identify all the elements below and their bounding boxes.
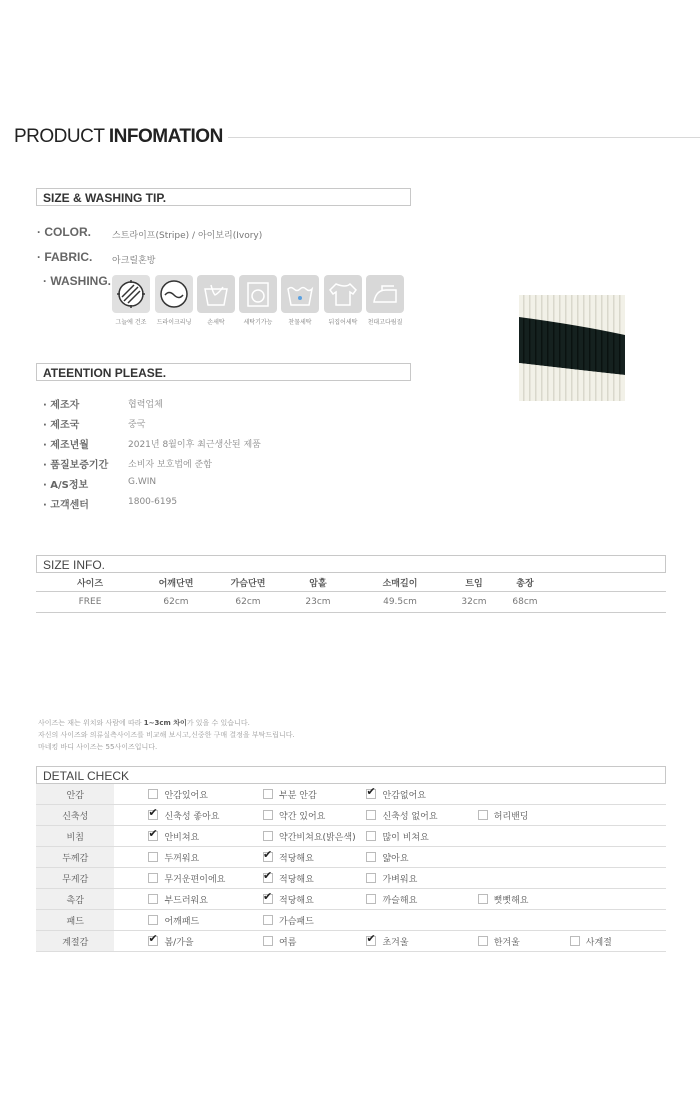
size-info-header: SIZE INFO. (36, 555, 666, 573)
detail-option-label: 신축성 없어요 (382, 811, 438, 822)
wash-label-6: 뒤집어세탁 (328, 319, 358, 326)
checkbox-icon[interactable] (478, 810, 488, 820)
detail-option-label: 적당해요 (279, 895, 314, 906)
detail-option-label: 까슬해요 (382, 895, 418, 906)
checkbox-icon[interactable] (148, 852, 158, 862)
wash-label-7: 천대고다림질 (367, 319, 403, 326)
checkbox-icon[interactable] (263, 936, 273, 946)
detail-row-label: 패드 (36, 910, 114, 931)
detail-row-label: 두께감 (36, 847, 114, 868)
detail-option (366, 805, 477, 826)
washing-label: · WASHING. (43, 274, 111, 288)
checkbox-checked-icon[interactable] (263, 894, 273, 904)
wash-label-5: 찬물세탁 (288, 319, 312, 326)
attention-label-date: · 제조년월 (43, 440, 89, 451)
attention-label-warranty: · 품질보증기간 (43, 460, 109, 471)
detail-option-label: 부드러워요 (164, 895, 208, 906)
detail-option (263, 805, 366, 826)
detail-option-label: 사계절 (585, 937, 612, 948)
detail-option-label: 얇아요 (382, 853, 409, 864)
attention-value-country: 중국 (128, 420, 146, 430)
checkbox-checked-icon[interactable] (148, 810, 158, 820)
detail-option (263, 826, 366, 847)
size-cell: 49.5cm (383, 597, 417, 607)
detail-option-label: 약간비쳐요(밝은색) (279, 832, 356, 843)
detail-option (570, 931, 666, 952)
size-note-line-2: 자신의 사이즈와 의류실측사이즈를 비교해 보시고,신중한 구매 결정을 부탁드립니다. (38, 731, 295, 739)
size-col-size: 사이즈 (76, 578, 104, 589)
attention-label-cs: · 고객센터 (43, 500, 89, 511)
wash-label-4: 세탁기가능 (243, 319, 273, 326)
detail-row (36, 847, 666, 868)
detail-option-label: 두꺼워요 (164, 853, 200, 864)
detail-option-label: 안비쳐요 (164, 832, 200, 843)
size-cell: 62cm (163, 597, 189, 607)
size-cell: 62cm (235, 597, 261, 607)
detail-row-label: 비침 (36, 826, 114, 847)
detail-option-label: 부분 안감 (279, 790, 317, 801)
size-col-sleeve: 소매길이 (382, 578, 418, 589)
detail-row (36, 826, 666, 847)
checkbox-checked-icon[interactable] (366, 936, 376, 946)
checkbox-icon[interactable] (366, 894, 376, 904)
detail-option (114, 868, 263, 889)
detail-option (263, 931, 366, 952)
checkbox-icon[interactable] (148, 873, 158, 883)
detail-row (36, 784, 666, 805)
detail-option (263, 784, 366, 805)
checkbox-checked-icon[interactable] (366, 789, 376, 799)
detail-row-label: 안감 (36, 784, 114, 805)
checkbox-icon[interactable] (478, 936, 488, 946)
attention-value-warranty: 소비자 보호법에 준함 (128, 460, 212, 470)
size-table-header-row (36, 573, 666, 592)
detail-option-label: 신축성 좋아요 (164, 811, 220, 822)
color-label: · COLOR. (37, 225, 91, 239)
checkbox-icon[interactable] (366, 873, 376, 883)
size-note-line-3: 마네킹 바디 사이즈는 55사이즈입니다. (38, 743, 158, 751)
neutral-detergent-icon (281, 275, 319, 313)
detail-option-label: 어깨패드 (164, 916, 200, 927)
checkbox-icon[interactable] (263, 831, 273, 841)
detail-option (114, 784, 263, 805)
detail-row-label: 신축성 (36, 805, 114, 826)
detail-option (478, 931, 570, 952)
checkbox-checked-icon[interactable] (263, 873, 273, 883)
size-cell: 68cm (512, 597, 538, 607)
machine-wash-icon (239, 275, 277, 313)
detail-option-label: 한겨울 (493, 937, 520, 948)
detail-option (114, 931, 263, 952)
detail-option (114, 847, 263, 868)
detail-option (366, 847, 477, 868)
dry-clean-icon (155, 275, 193, 313)
attention-value-date: 2021년 8월이후 최근생산된 제품 (128, 440, 261, 450)
size-col-blank (554, 573, 666, 592)
product-information-title (14, 126, 223, 148)
fabric-value: 아크릴혼방 (112, 256, 156, 266)
detail-option-label: 허리밴딩 (493, 811, 529, 822)
detail-option-label: 가벼워요 (382, 874, 418, 885)
size-col-length: 총장 (516, 578, 534, 589)
detail-option-label: 여름 (279, 937, 297, 948)
size-col-shoulder: 어깨단면 (158, 578, 194, 589)
wash-label-1: 그늘에 건조 (115, 319, 147, 326)
checkbox-icon[interactable] (366, 810, 376, 820)
fabric-swatch-image (519, 295, 625, 401)
checkbox-icon[interactable] (263, 789, 273, 799)
checkbox-icon[interactable] (148, 789, 158, 799)
detail-option-label: 뻣뻣해요 (493, 895, 529, 906)
detail-option-label: 적당해요 (279, 874, 314, 885)
detail-check-table (36, 784, 666, 952)
checkbox-icon[interactable] (366, 852, 376, 862)
detail-row-label: 촉감 (36, 889, 114, 910)
detail-option-label: 안감없어요 (382, 790, 426, 801)
shade-dry-icon (112, 275, 150, 313)
size-cell: FREE (78, 597, 102, 607)
attention-value-cs: 1800-6195 (128, 497, 178, 507)
detail-row (36, 910, 666, 931)
flat-dry-icon (324, 275, 362, 313)
detail-option (114, 889, 263, 910)
checkbox-icon[interactable] (148, 894, 158, 904)
title-divider (228, 137, 700, 138)
detail-row (36, 889, 666, 910)
detail-row (36, 868, 666, 889)
checkbox-icon[interactable] (263, 915, 273, 925)
attention-label-as: · A/S정보 (43, 480, 89, 491)
fabric-label: · FABRIC. (37, 250, 93, 264)
size-note-line-1: 사이즈는 재는 위치와 사람에 따라 1~3cm 차이가 있을 수 있습니다. (38, 719, 250, 727)
detail-row-label: 계절감 (36, 931, 114, 952)
detail-option (263, 868, 366, 889)
hand-wash-icon (197, 275, 235, 313)
detail-option-label: 가슴패드 (279, 916, 314, 927)
size-table (36, 573, 666, 613)
detail-option (114, 826, 263, 847)
detail-option (366, 826, 477, 847)
detail-option-label: 초겨울 (382, 937, 409, 948)
attention-label-manufacturer: · 제조자 (43, 400, 80, 411)
checkbox-icon[interactable] (366, 831, 376, 841)
iron-icon (366, 275, 404, 313)
detail-check-header: DETAIL CHECK (36, 766, 666, 784)
checkbox-icon[interactable] (478, 894, 488, 904)
detail-option (366, 931, 477, 952)
attention-header: ATEENTION PLEASE. (36, 363, 411, 381)
detail-option-label: 안감있어요 (164, 790, 208, 801)
detail-option (114, 805, 263, 826)
checkbox-icon[interactable] (148, 915, 158, 925)
detail-option (366, 784, 477, 805)
detail-option (366, 889, 477, 910)
attention-label-country: · 제조국 (43, 420, 80, 431)
detail-option (366, 868, 477, 889)
checkbox-icon[interactable] (570, 936, 580, 946)
detail-option (114, 910, 263, 931)
attention-value-as: G.WIN (128, 477, 157, 487)
detail-option-label: 봄/가을 (164, 937, 194, 948)
title-information-word: INFOMATION (108, 126, 223, 147)
detail-option-label: 많이 비쳐요 (382, 832, 429, 843)
attention-value-manufacturer: 협력업체 (128, 400, 163, 410)
detail-option-label: 무거운편이에요 (164, 874, 226, 885)
checkbox-icon[interactable] (263, 810, 273, 820)
wash-label-3: 손세탁 (207, 319, 225, 326)
checkbox-checked-icon[interactable] (148, 831, 158, 841)
detail-option-label: 약간 있어요 (279, 811, 326, 822)
detail-option (478, 889, 570, 910)
size-note (38, 717, 295, 753)
detail-option-label: 적당해요 (279, 853, 314, 864)
size-washing-header: SIZE & WASHING TIP. (36, 188, 411, 206)
wash-label-2: 드라이크리닝 (156, 319, 192, 326)
color-value: 스트라이프(Stripe) / 아이보리(Ivory) (112, 231, 263, 241)
checkbox-checked-icon[interactable] (263, 852, 273, 862)
checkbox-checked-icon[interactable] (148, 936, 158, 946)
detail-row (36, 931, 666, 952)
title-product-word: PRODUCT (14, 126, 105, 147)
size-col-armhole: 암홀 (309, 578, 327, 589)
detail-option (478, 805, 570, 826)
detail-option (263, 910, 366, 931)
size-table-row (36, 592, 666, 613)
detail-row (36, 805, 666, 826)
size-col-slit: 트임 (465, 578, 483, 589)
detail-row-label: 무게감 (36, 868, 114, 889)
size-cell: 23cm (305, 597, 331, 607)
detail-option (263, 847, 366, 868)
size-col-chest: 가슴단면 (230, 578, 266, 589)
size-cell: 32cm (461, 597, 487, 607)
detail-option (263, 889, 366, 910)
